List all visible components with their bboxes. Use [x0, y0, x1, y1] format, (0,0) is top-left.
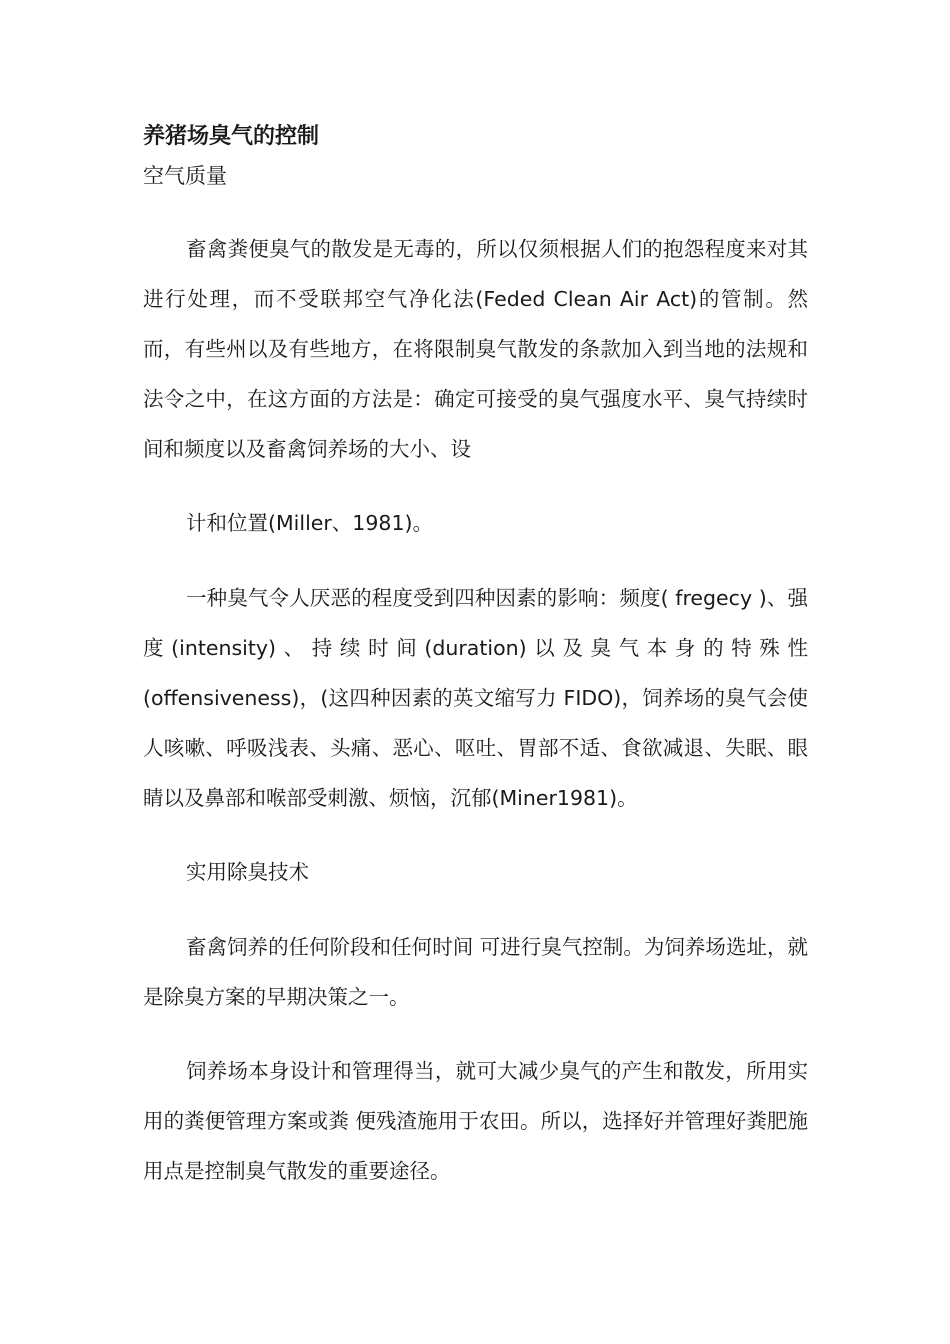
section-heading-deodorization: 实用除臭技术 — [186, 860, 309, 884]
paragraph-site-selection: 畜禽饲养的任何阶段和任何时间 可进行臭气控制。为饲养场选址，就是除臭方案的早期决策之一。 — [143, 935, 808, 1009]
paragraph-fido-factors: 一种臭气令人厌恶的程度受到四种因素的影响：频度( fregecy )、强度(intensity)、持续时间(duration)以及臭气本身的特殊性(offensiveness)，(这四种因素的英文缩写力 FIDO)，饲养场的臭气会使人咳嗽、呼吸浅表、头痛、恶心、呕吐、胃部不适、食欲减退、失眠、眼睛以及鼻部和喉部受刺激、烦恼，沉郁(Miner1981)。 — [143, 586, 808, 810]
section-heading-air-quality: 空气质量 — [143, 164, 227, 188]
paragraph-citation-miller: 计和位置(Miller、1981)。 — [186, 511, 433, 535]
document-title: 养猪场臭气的控制 — [143, 123, 320, 149]
paragraph-manure-management: 饲养场本身设计和管理得当，就可大减少臭气的产生和散发，所用实用的粪便管理方案或粪 便残渣施用于农田。所以，选择好并管理好粪肥施用点是控制臭气散发的重要途径。 — [143, 1059, 808, 1183]
paragraph-odor-regulation: 畜禽粪便臭气的散发是无毒的，所以仅须根据人们的抱怨程度来对其进行处理，而不受联邦空气净化法(Feded Clean Air Act)的管制。然而，有些州以及有些地方，在将限制臭气散发的条款加入到当地的法规和法令之中，在这方面的方法是：确定可接受的臭气强度水平、臭气持续时间和频度以及畜禽饲养场的大小、设 — [143, 237, 808, 461]
